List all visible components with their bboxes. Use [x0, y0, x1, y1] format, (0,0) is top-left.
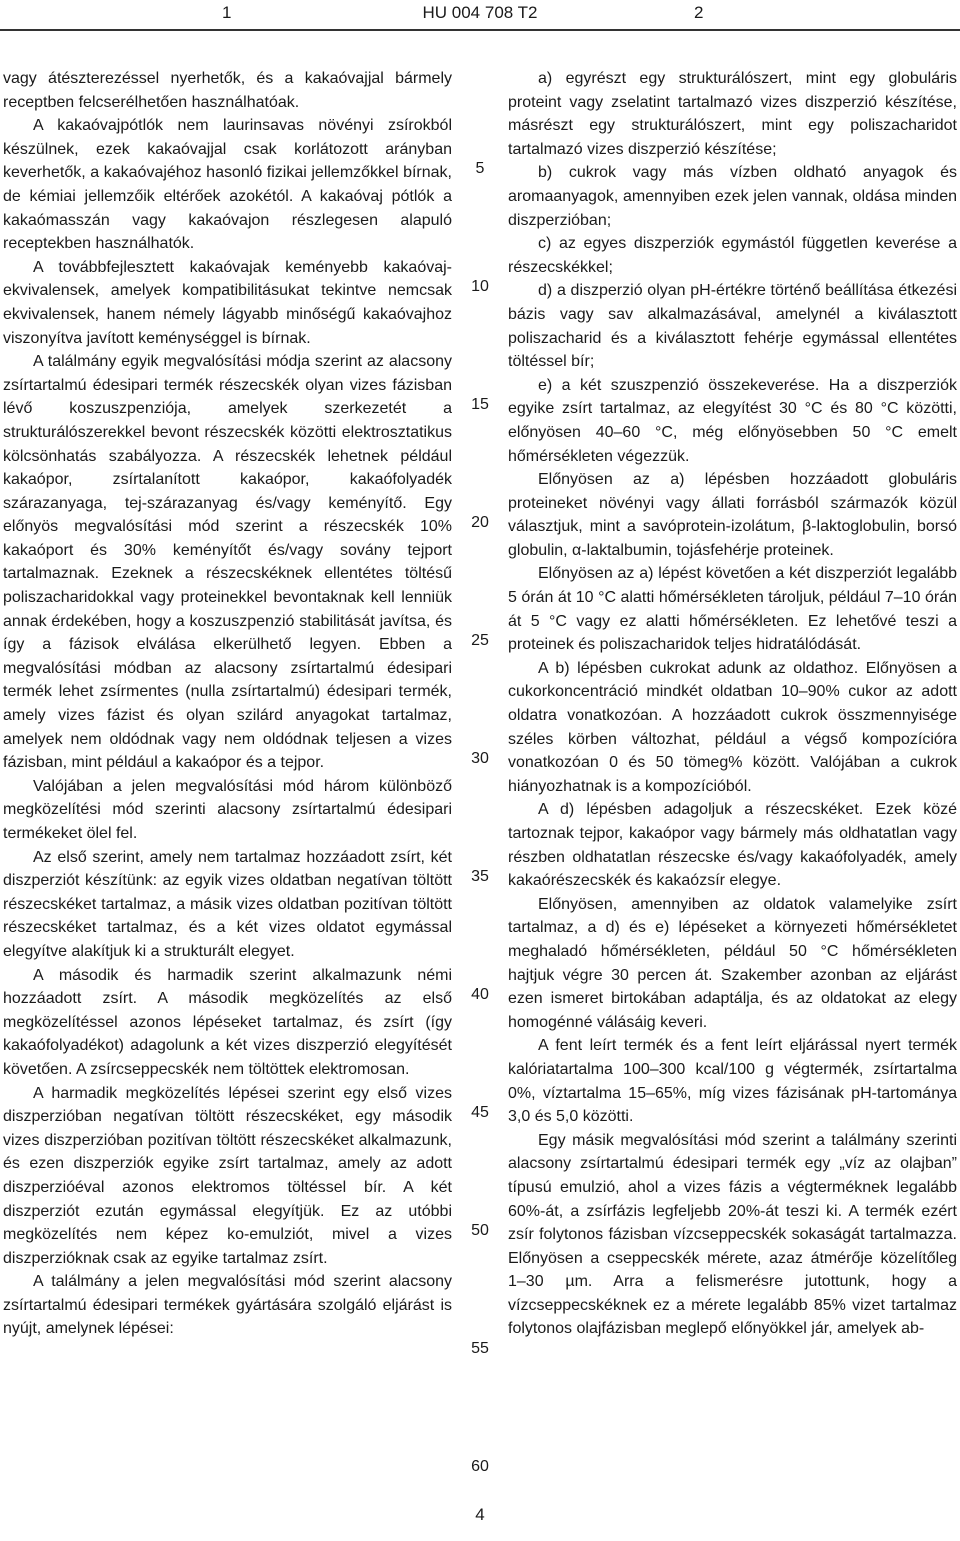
- line-number: 40: [471, 986, 489, 1003]
- line-numbers: [452, 0, 508, 1541]
- line-number: 30: [471, 750, 489, 767]
- line-number: 50: [471, 1222, 489, 1239]
- paragraph: Előnyösen az a) lépést követően a két diszperziót legalább 5 órán át 10 °C alatti hőmérsékleten tároljuk, például 7–10 órán át 5 °C vagy ez alatti hőmérsékleten. Ez lehetővé teszi a proteinek és poliszacharidok teljes hidratálódását.: [508, 565, 957, 654]
- paragraph: Az első szerint, amely nem tartalmaz hozzáadott zsírt, két diszperziót készítünk: az egyik vizes oldatban negatívan töltött részecskéket tartalmaz, a másik vizes oldatban pozitívan töltött részecskéket tartalmaz, és a két vizes oldatot egymással elegyítve alakítjuk ki a strukturált elegyet.: [3, 848, 452, 960]
- line-number: 35: [471, 868, 489, 885]
- step-c: c) az egyes diszperziók egymástól független keverése a részecskékkel;: [508, 235, 957, 276]
- line-number: 55: [471, 1340, 489, 1357]
- document-id: HU 004 708 T2: [422, 3, 538, 22]
- paragraph: Előnyösen, amennyiben az oldatok valamelyike zsírt tartalmaz, a d) és e) lépéseket a környezeti hőmérsékletet meghaladó hőmérsékleten, például 50 °C hőmérsékleten hajtjuk végre 30 percen át. Szakember azonban az eljárást ezen ismeret birtokában adaptálja, és az oldatokat az elegy homogénné válásáig keveri.: [508, 895, 957, 1031]
- page-number: 4: [475, 1505, 485, 1524]
- paragraph: Előnyösen az a) lépésben hozzáadott globuláris proteineket növényi vagy állati forrásból származók közül választjuk, mint a savóprotein-izolátum, β-laktoglobulin, borsó globulin, α-laktalbumin, tojásfehérje proteinek.: [508, 471, 957, 559]
- step-d: d) a diszperzió olyan pH-értékre történő beállítása étkezési bázis vagy sav alkalmazásával, amelynél a kiválasztott poliszacharid és a kiválasztott fehérje egymással ellentétes töltéssel bír;: [508, 282, 957, 371]
- line-number: 15: [471, 396, 489, 413]
- left-column: [3, 67, 452, 1341]
- line-number: 25: [471, 632, 489, 649]
- step-e: e) a két szuszpenzió összekeverése. Ha a diszperziók egyike zsírt tartalmaz, az elegyítést 30 °C és 80 °C közötti, előnyösen 40–60 °C, még előnyösebben 50 °C emelt hőmérsékleten végezzük.: [508, 376, 957, 465]
- paragraph: A harmadik megközelítés lépései szerint egy első vizes diszperzióban negatívan töltött részecskéket, egy második vizes diszperzióban pozitívan töltött részecskéket alkalmazunk, és ezen diszperziók egyike zsírt tartalmaz, amely az adott diszperzióéval azonos elektromos töltéssel bír. A két diszperziót ezután egymással elegyítjük. Ez az utóbbi megközelítés nem képez ko-emulziót, mivel a vizes diszperzióknak csak az egyike tartalmaz zsírt.: [3, 1084, 452, 1267]
- paragraph: Valójában a jelen megvalósítási mód három különböző megközelítési mód szerinti alacsony zsírtartalmú édesipari termékeket ölel fel.: [3, 777, 452, 842]
- line-number: 20: [471, 514, 489, 531]
- paragraph: vagy átészterezéssel nyerhetők, és a kakaóvajjal bármely receptben felcserélhetően használhatóak.: [3, 70, 452, 111]
- paragraph: Egy másik megvalósítási mód szerint a találmány szerinti alacsony zsírtartalmú édesipari termék egy „víz az olajban” típusú emulzió, ahol a vizes fázis a végterméknek legalább 60%-át, a zsírfázis legfeljebb 20%-át teszi ki. A termék ezért zsír folytonos fázisban vízcseppecskék sokaságát tartalmazza. Előnyösen a cseppecskék mérete, azaz átmérője közelítőleg 1–30 µm. Arra a felismerésre jutottunk, hogy a vízcseppecskéknek ez a mérete legalább 85% vizet tartalmaz folytonos olajfázisban meglepő előnyökkel jár, amelyek ab-: [508, 1131, 957, 1338]
- paragraph: A második és harmadik szerint alkalmazunk némi hozzáadott zsírt. A második megközelítés az első megközelítéssel azonos lépéseket tartalmaz, és zsírt (így kakaófolyadékot) adagolunk a két vizes diszperzió elegyítését követően. A zsírcseppecskék nem töltöttek elektromosan.: [3, 966, 452, 1078]
- paragraph: A d) lépésben adagoljuk a részecskéket. Ezek közé tartoznak tejpor, kakaópor vagy bármely más oldhatatlan vagy részben oldhatatlan részecske és/vagy kakaófolyadék, amely kakaórészecskék és kakaózsír elegye.: [508, 801, 957, 890]
- paragraph: A találmány egyik megvalósítási módja szerint az alacsony zsírtartalmú édesipari termék részecskék olyan vizes fázisban lévő koszuszpenziója, amelyek szerkezetét a strukturálószerekkel bevont részecskék közötti elektrosztatikus kölcsönhatás szabályozza. A részecskék lehetnek például kakaópor, zsírtalanított kakaópor, kakaófolyadék szárazanyaga, tej-szárazanyag és/vagy keményítő. Egy előnyös megvalósítási mód szerint a részecskék 10% kakaóport és 30% keményítőt és/vagy sovány tejport tartalmaznak. Ezeknek a részecskéknek ellentétes töltésű poliszacharidokkal vagy proteinekkel bevontaknak kell lenniük annak érdekében, hogy a koszuszpenzió stabilitását javítsa, és így a fázisok elválása elkerülhető legyen. Ebben a megvalósítási módban az alacsony zsírtartalmú édesipari termék lehet zsírmentes (nulla zsírtartalmú) édesipari termék, amely vizes fázist és olyan szilárd anyagokat tartalmaz, amelyek nem oldódnak vagy nem oldódnak teljesen a vizes fázisban, mint például a kakaópor és a tejpor.: [3, 353, 452, 772]
- line-number: 10: [471, 278, 489, 295]
- paragraph: A találmány a jelen megvalósítási mód szerint alacsony zsírtartalmú édesipari termékek gyártására szolgáló eljárást is nyújt, amelynek lépései:: [3, 1273, 452, 1338]
- left-page-number: 1: [222, 3, 232, 22]
- line-number: 45: [471, 1104, 489, 1121]
- line-number: 5: [475, 160, 485, 177]
- right-column: [508, 67, 957, 1341]
- step-a: a) egyrészt egy strukturálószert, mint egy globuláris proteint vagy zselatint tartalmazó vizes diszperzió készítése, másrészt egy strukturálószert, mint egy poliszacharidot tartalmazó vizes diszperzió készítése;: [508, 70, 957, 158]
- paragraph: A kakaóvajpótlók nem laurinsavas növényi zsírokból készülnek, ezek kakaóvajjal csak korlátozott arányban keverhetők, a kakaóvajéhoz hasonló fizikai jellemzőkkel bírnak, de kémiai jellemzőik eltérőek azokétól. A kakaóvaj pótlók a kakaómasszán vagy kakaóvajon részlegesen alapuló receptekben használhatók.: [3, 117, 452, 253]
- paragraph: A fent leírt termék és a fent leírt eljárással nyert termék kalóriatartalma 100–300 kcal/100 g végtermék, zsírtartalma 0%, víztartalma 15–65%, míg vizes fázisának pH-tartománya 3,0 és 5,0 közötti.: [508, 1037, 957, 1126]
- right-page-number: 2: [694, 3, 704, 22]
- step-b: b) cukrok vagy más vízben oldható anyagok és aromaanyagok, amennyiben ezek jelen vannak, oldása minden diszperzióban;: [508, 164, 957, 229]
- paragraph: A b) lépésben cukrokat adunk az oldathoz. Előnyösen a cukorkoncentráció mindkét oldatban 10–90% cukor az adott oldatra vonatkozóan. A hozzáadott cukrok összmennyisége széles körben változhat, például a végső kompozícióra vonatkozóan 0 és 50 tömeg% között. Valójában a cukrok hiányozhatnak is a kompozícióból.: [508, 659, 957, 795]
- line-number: 60: [471, 1458, 489, 1475]
- paragraph: A továbbfejlesztett kakaóvajak keményebb kakaóvaj-ekvivalensek, amelyek kompatibilitásukat tekintve nemcsak ekvivalensek, hanem némely lágyabb minőségű kakaóvajhoz viszonyítva javított keménységgel is bírnak.: [3, 258, 452, 347]
